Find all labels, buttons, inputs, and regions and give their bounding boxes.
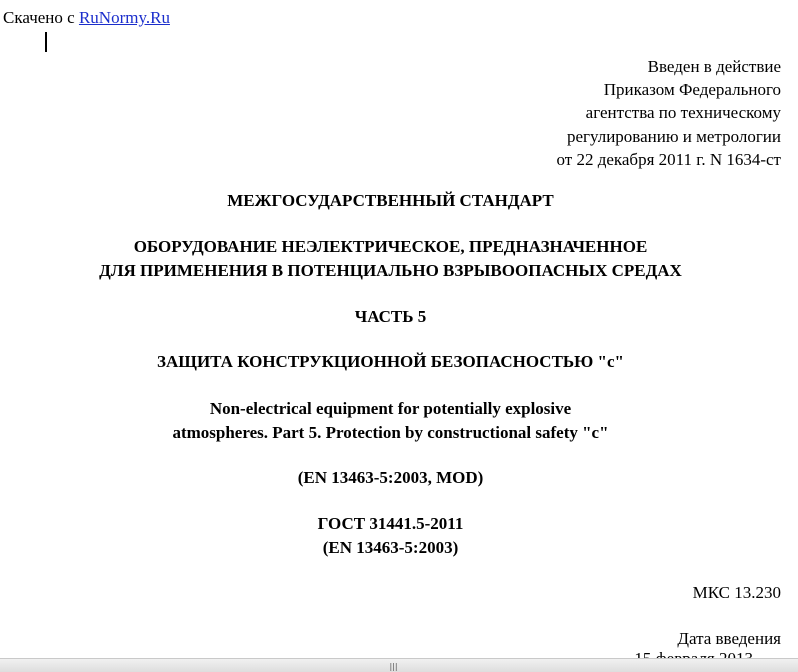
intro-date-label: Дата введения	[677, 629, 781, 648]
enactment-line: агентства по техническому	[585, 103, 781, 123]
gost-reference: (EN 13463-5:2003)	[322, 538, 459, 557]
standard-header: МЕЖГОСУДАРСТВЕННЫЙ СТАНДАРТ	[227, 191, 554, 210]
horizontal-scrollbar[interactable]	[0, 658, 798, 672]
mks-code: МКС 13.230	[692, 583, 781, 602]
title-en-line-1: Non-electrical equipment for potentially explosive	[209, 399, 572, 418]
title-ru-line-2: ДЛЯ ПРИМЕНЕНИЯ В ПОТЕНЦИАЛЬНО ВЗРЫВООПАСНЫХ СРЕДАХ	[99, 261, 682, 280]
enactment-block	[556, 55, 781, 171]
enactment-line: регулированию и метрологии	[566, 126, 781, 146]
text-cursor	[45, 32, 47, 52]
enactment-line: Введен в действие	[647, 57, 781, 76]
enactment-line: Приказом Федерального	[603, 80, 781, 100]
source-link[interactable]: RuNormy.Ru	[78, 8, 170, 27]
subtitle-ru: ЗАЩИТА КОНСТРУКЦИОННОЙ БЕЗОПАСНОСТЬЮ "c"	[157, 352, 624, 371]
enactment-line: от 22 декабря 2011 г. N 1634-ст	[556, 149, 781, 169]
source-line	[3, 8, 170, 28]
scrollbar-grip-icon[interactable]: |||	[389, 662, 398, 671]
part-label: ЧАСТЬ 5	[354, 307, 427, 326]
title-en-line-2: atmospheres. Part 5. Protection by constructional safety "c"	[172, 423, 609, 442]
title-ru-line-1: ОБОРУДОВАНИЕ НЕЭЛЕКТРИЧЕСКОЕ, ПРЕДНАЗНАЧЕННОЕ	[133, 237, 648, 256]
source-prefix: Скачено с	[3, 8, 79, 27]
gost-number: ГОСТ 31441.5-2011	[317, 514, 464, 533]
en-reference: (EN 13463-5:2003, MOD)	[297, 468, 484, 487]
